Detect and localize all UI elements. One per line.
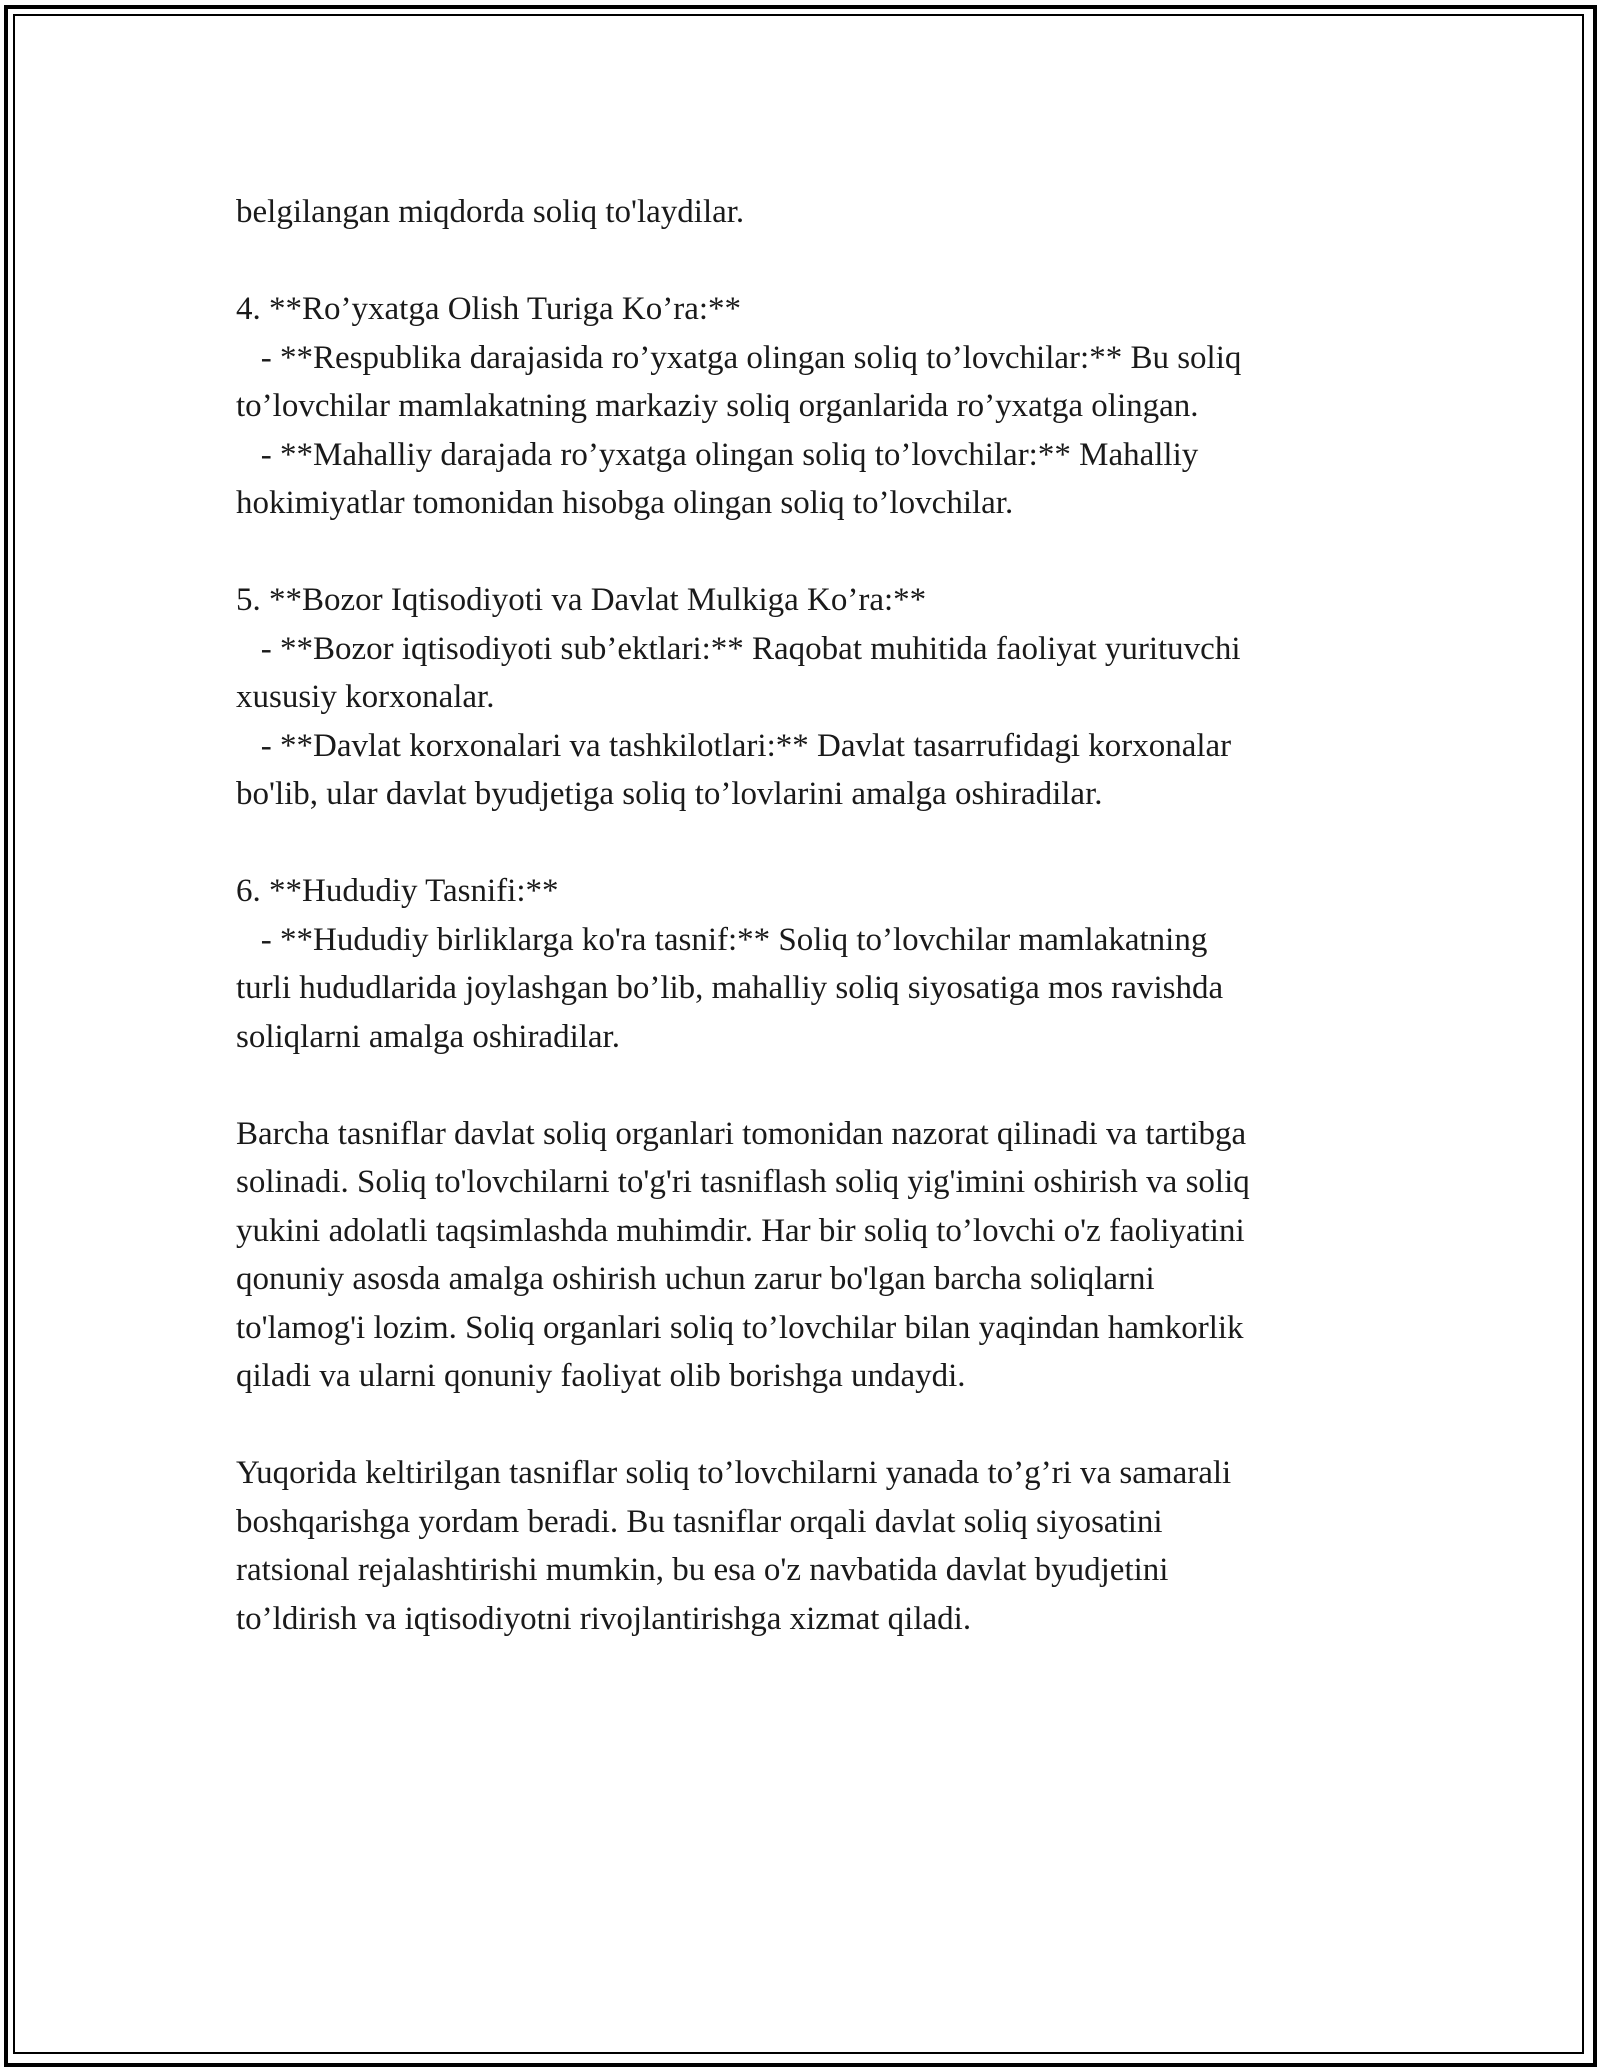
paragraph-gap xyxy=(236,1401,1386,1450)
text-line: soliqlarni amalga oshiradilar. xyxy=(236,1018,620,1055)
text-line: to’lovchilar mamlakatning markaziy soliq organlarida ro’yxatga olingan. xyxy=(236,388,1199,424)
paragraph-gap xyxy=(236,528,1386,577)
text-line: ratsional rejalashtirishi mumkin, bu esa o'z navbatida davlat byudjetini xyxy=(236,1552,1169,1588)
text-line: Yuqorida keltirilgan tasniflar soliq to’lovchilarni yanada to’g’ri va samarali xyxy=(236,1455,1232,1491)
text-line: - **Respublika darajasida ro’yxatga olingan soliq to’lovchilar:** Bu soliq xyxy=(236,339,1242,376)
text-line: - **Davlat korxonalari va tashkilotlari:** Davlat tasarrufidagi korxonalar xyxy=(236,727,1232,764)
section-heading: 4. **Ro’yxatga Olish Turiga Ko’ra:** xyxy=(236,291,742,327)
text-line: xususiy korxonalar. xyxy=(236,679,495,715)
text-line: solinadi. Soliq to'lovchilarni to'g'ri tasniflash soliq yig'imini oshirish va soliq xyxy=(236,1164,1250,1200)
text-line: - **Mahalliy darajada ro’yxatga olingan soliq to’lovchilar:** Mahalliy xyxy=(236,436,1199,473)
text-line: yukini adolatli taqsimlashda muhimdir. Har bir soliq to’lovchi o'z faoliyatini xyxy=(236,1212,1245,1249)
paragraph-gap xyxy=(236,819,1386,868)
text-line: qiladi va ularni qonuniy faoliyat olib borishga undaydi. xyxy=(236,1358,966,1394)
paragraph-gap xyxy=(236,237,1386,286)
text-line: - **Hududiy birliklarga ko'ra tasnif:** Soliq to’lovchilar mamlakatning xyxy=(236,921,1208,958)
section-heading: 5. **Bozor Iqtisodiyoti va Davlat Mulkiga Ko’ra:** xyxy=(236,582,927,618)
text-line: hokimiyatlar tomonidan hisobga olingan soliq to’lovchilar. xyxy=(236,485,1014,521)
text-line: to'lamog'i lozim. Soliq organlari soliq to’lovchilar bilan yaqindan hamkorlik xyxy=(236,1309,1244,1346)
text-line: to’ldirish va iqtisodiyotni rivojlantirishga xizmat qiladi. xyxy=(236,1600,972,1637)
text-line: bo'lib, ular davlat byudjetiga soliq to’lovlarini amalga oshiradilar. xyxy=(236,776,1103,812)
text-line: Barcha tasniflar davlat soliq organlari tomonidan nazorat qilinadi va tartibga xyxy=(236,1115,1247,1152)
text-line: belgilangan miqdorda soliq to'laydilar. xyxy=(236,194,745,230)
text-line: turli hududlarida joylashgan bo’lib, mahalliy soliq siyosatiga mos ravishda xyxy=(236,970,1224,1006)
text-line: - **Bozor iqtisodiyoti sub’ektlari:** Raqobat muhitida faoliyat yurituvchi xyxy=(236,630,1241,667)
section-heading: 6. **Hududiy Tasnifi:** xyxy=(236,873,559,909)
text-line: boshqarishga yordam beradi. Bu tasniflar orqali davlat soliq siyosatini xyxy=(236,1503,1163,1540)
text-line: qonuniy asosda amalga oshirish uchun zarur bo'lgan barcha soliqlarni xyxy=(236,1261,1155,1297)
document-body xyxy=(236,188,1386,1643)
paragraph-gap xyxy=(236,1061,1386,1110)
